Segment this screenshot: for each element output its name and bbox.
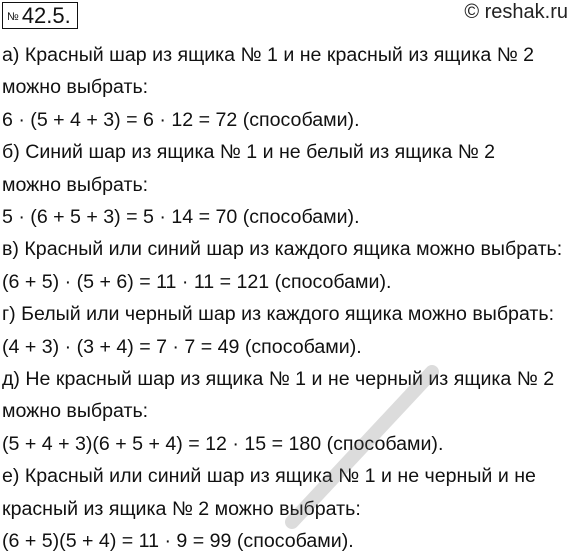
problem-number: 42.5.: [21, 2, 71, 28]
text-line: е) Красный или синий шар из ящика № 1 и не черный и не: [2, 465, 536, 488]
site-watermark: © reshak.ru: [464, 1, 568, 23]
number-sign: №: [7, 11, 19, 23]
text-line: 6 · (5 + 4 + 3) = 6 · 12 = 72 (способами).: [2, 108, 360, 131]
solution-text: [0, 39, 574, 558]
text-line: 5 · (6 + 5 + 3) = 5 · 14 = 70 (способами).: [2, 206, 360, 229]
text-line: (6 + 5)(5 + 4) = 11 · 9 = 99 (способами).: [2, 530, 354, 553]
header: [0, 0, 574, 34]
text-line: в) Красный или синий шар из каждого ящика можно выбрать:: [2, 238, 563, 261]
text-line: (6 + 5) · (5 + 6) = 11 · 11 = 121 (способами).: [2, 270, 392, 293]
text-line: г) Белый или черный шар из каждого ящика можно выбрать:: [2, 303, 555, 326]
text-line: можно выбрать:: [2, 173, 149, 196]
text-line: (4 + 3) · (3 + 4) = 7 · 7 = 49 (способами).: [2, 335, 362, 358]
text-line: (5 + 4 + 3)(6 + 5 + 4) = 12 · 15 = 180 (способами).: [2, 432, 444, 455]
text-line: б) Синий шар из ящика № 1 и не белый из ящика № 2: [2, 141, 496, 164]
text-line: д) Не красный шар из ящика № 1 и не черный из ящика № 2: [2, 368, 555, 391]
problem-number-badge: [2, 2, 78, 29]
text-line: можно выбрать:: [2, 76, 149, 99]
text-line: можно выбрать:: [2, 400, 149, 423]
text-line: красный из ящика № 2 можно выбрать:: [2, 497, 361, 520]
text-line: а) Красный шар из ящика № 1 и не красный из ящика № 2: [2, 44, 535, 66]
